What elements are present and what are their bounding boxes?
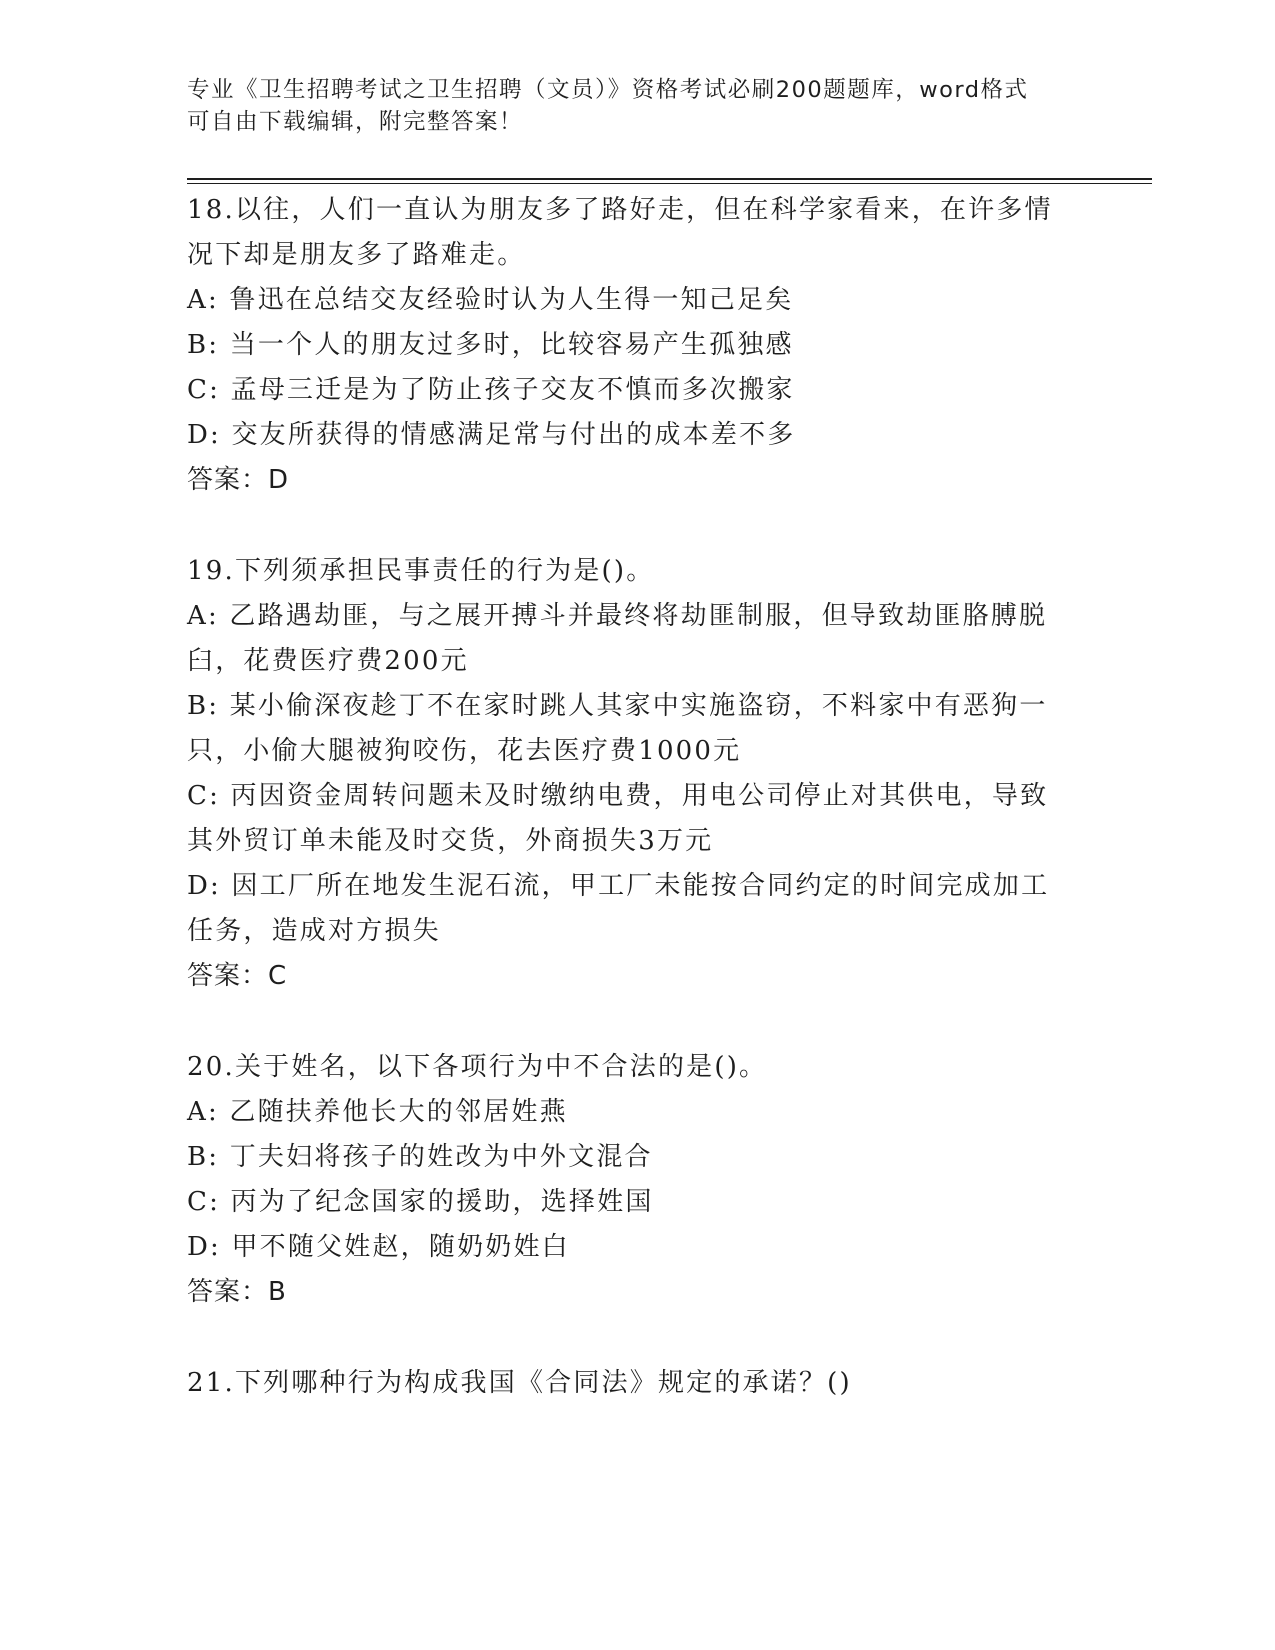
header-divider-thin xyxy=(187,183,1152,184)
option-a: A: 乙路遇劫匪，与之展开搏斗并最终将劫匪制服，但导致劫匪胳膊脱 xyxy=(187,601,1048,631)
answer-line: 答案：C xyxy=(187,961,288,991)
option-b: B: 当一个人的朋友过多时，比较容易产生孤独感 xyxy=(187,330,794,360)
question-18 xyxy=(187,188,1087,503)
answer-line: 答案：D xyxy=(187,465,290,495)
option-d: D: 甲不随父姓赵，随奶奶姓白 xyxy=(187,1232,570,1262)
header-line-1: 专业《卫生招聘考试之卫生招聘（文员）》资格考试必刷200题题库，word格式 xyxy=(187,77,1029,103)
question-list xyxy=(187,188,1087,1406)
question-20 xyxy=(187,1045,1087,1315)
question-stem: 18.以往，人们一直认为朋友多了路好走，但在科学家看来，在许多情 xyxy=(187,195,1053,225)
option-d: D: 交友所获得的情感满足常与付出的成本差不多 xyxy=(187,420,796,450)
question-21 xyxy=(187,1361,1087,1406)
option-a: A: 鲁迅在总结交友经验时认为人生得一知己足矣 xyxy=(187,285,794,315)
question-stem: 况下却是朋友多了路难走。 xyxy=(187,240,526,270)
option-a-continued: 臼，花费医疗费200元 xyxy=(187,646,469,676)
header-divider-thick xyxy=(187,178,1152,180)
option-c: C: 孟母三迁是为了防止孩子交友不慎而多次搬家 xyxy=(187,375,795,405)
header-line-2: 可自由下载编辑，附完整答案！ xyxy=(187,109,524,135)
option-c: C: 丙因资金周转问题未及时缴纳电费，用电公司停止对其供电，导致 xyxy=(187,781,1049,811)
document-header xyxy=(187,74,1087,138)
question-19 xyxy=(187,549,1087,999)
question-stem: 20.关于姓名，以下各项行为中不合法的是()。 xyxy=(187,1052,768,1082)
option-a: A: 乙随扶养他长大的邻居姓燕 xyxy=(187,1097,568,1127)
option-c-continued: 其外贸订单未能及时交货，外商损失3万元 xyxy=(187,826,714,856)
option-b: B: 丁夫妇将孩子的姓改为中外文混合 xyxy=(187,1142,653,1172)
option-c: C: 丙为了纪念国家的援助，选择姓国 xyxy=(187,1187,654,1217)
question-stem: 21.下列哪种行为构成我国《合同法》规定的承诺？() xyxy=(187,1368,852,1398)
question-stem: 19.下列须承担民事责任的行为是()。 xyxy=(187,556,655,586)
option-d: D: 因工厂所在地发生泥石流，甲工厂未能按合同约定的时间完成加工 xyxy=(187,871,1050,901)
option-d-continued: 任务，造成对方损失 xyxy=(187,916,441,946)
option-b: B: 某小偷深夜趁丁不在家时跳人其家中实施盗窃，不料家中有恶狗一 xyxy=(187,691,1048,721)
option-b-continued: 只，小偷大腿被狗咬伤，花去医疗费1000元 xyxy=(187,736,742,766)
answer-line: 答案：B xyxy=(187,1277,287,1307)
